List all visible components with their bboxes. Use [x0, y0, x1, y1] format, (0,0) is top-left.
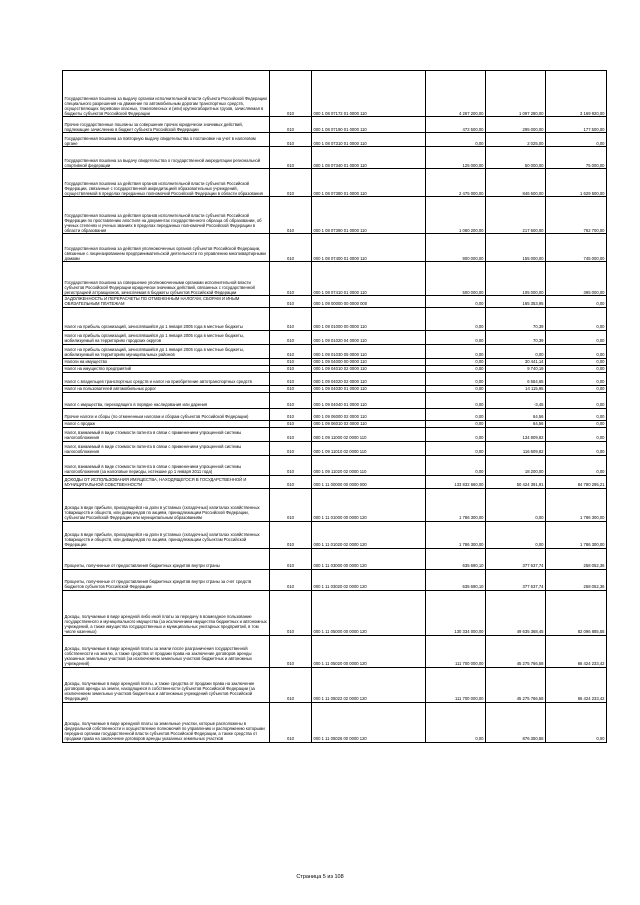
- table-row: [63, 455, 607, 475]
- row-approved-amount: 0,00: [426, 441, 486, 455]
- row-unexecuted-amount: 0,00: [546, 441, 607, 455]
- row-executed-amount: 70,39: [486, 330, 546, 344]
- row-unexecuted-amount: 3 169 920,00: [546, 71, 607, 117]
- revenue-table: [62, 70, 607, 743]
- row-code: 010: [270, 441, 312, 455]
- row-code: 010: [270, 569, 312, 590]
- row-code: 010: [270, 344, 312, 358]
- row-name: Налоги на имущество: [63, 358, 270, 365]
- row-approved-amount: 1 786 300,00: [426, 488, 486, 521]
- table-row: [63, 133, 607, 147]
- row-name: Налог на прибыль организаций, зачислявшийся до 1 января 2005 года в местные бюджеты: [63, 307, 270, 330]
- row-code: 010: [270, 548, 312, 569]
- row-approved-amount: 0,00: [426, 344, 486, 358]
- row-approved-amount: 500 000,00: [426, 262, 486, 296]
- row-name: Доходы, получаемые в виде арендной либо иной платы за передачу в возмездное пользование государственного и муниципального имущества (за исключением имущества бюджетных и автономных учреждений, а также имущества государственных и муниципальных унитарных предприятий, в том числе казенных): [63, 590, 270, 635]
- row-unexecuted-amount: 1 629 500,00: [546, 169, 607, 197]
- row-code: 010: [270, 455, 312, 475]
- table-row: [63, 330, 607, 344]
- row-approved-amount: 0,00: [426, 385, 486, 392]
- row-unexecuted-amount: 0,00: [546, 296, 607, 308]
- row-budget-code: 000 1 08 07400 01 0000 110: [312, 234, 426, 262]
- row-unexecuted-amount: 0,00: [546, 344, 607, 358]
- row-code: 010: [270, 488, 312, 521]
- table-row: [63, 569, 607, 590]
- row-approved-amount: 900 000,00: [426, 234, 486, 262]
- row-budget-code: 000 1 11 00000 00 0000 000: [312, 475, 426, 488]
- row-code: 010: [270, 475, 312, 488]
- table-row: [63, 307, 607, 330]
- row-executed-amount: 45 275 766,58: [486, 667, 546, 702]
- row-approved-amount: 0,00: [426, 365, 486, 372]
- row-budget-code: 000 1 09 04030 01 0000 110: [312, 385, 426, 392]
- row-unexecuted-amount: 0,00: [546, 420, 607, 427]
- row-unexecuted-amount: 395 000,00: [546, 262, 607, 296]
- page-number: Страница 5 из 108: [296, 874, 344, 880]
- row-budget-code: 000 1 08 07380 01 0000 110: [312, 169, 426, 197]
- row-unexecuted-amount: 0,00: [546, 330, 607, 344]
- row-executed-amount: 49 635 368,45: [486, 590, 546, 635]
- row-budget-code: 000 1 09 01000 00 0000 110: [312, 307, 426, 330]
- row-code: 010: [270, 372, 312, 385]
- row-executed-amount: 217 500,00: [486, 197, 546, 234]
- row-approved-amount: 472 500,00: [426, 117, 486, 133]
- row-budget-code: 000 1 11 05020 00 0000 120: [312, 635, 426, 667]
- row-name: Налог, взимаемый в виде стоимости патента в связи с применением упрощенной системы налогообложения (за налоговые периоды, истекшие до 1 января 2011 года): [63, 455, 270, 475]
- row-name: Налог с имущества, переходящего в порядке наследования или дарения: [63, 392, 270, 408]
- row-name: Государственная пошлина за выдачу органом исполнительной власти субъекта Российской Федерации специального разрешения на движение по автомобильным дорогам транспортных средств, осуществляющих перевозки опасных, тяжеловесных и (или) крупногабаритных грузов, зачисляемая в бюджеты субъектов Российской Федерации: [63, 71, 270, 117]
- row-executed-amount: 0,00: [486, 488, 546, 521]
- row-executed-amount: 30 441,14: [486, 358, 546, 365]
- row-name: Доходы, получаемые в виде арендной платы за земельные участки, которые расположены в федеральной собственности и осуществление полномочий по управлению и распоряжению которыми передано органам государственной власти субъектов Российской Федерации, а также средства от продажи права на заключение договоров аренды указанных земельных участков: [63, 702, 270, 742]
- table-row: [63, 521, 607, 548]
- row-budget-code: 000 1 08 07340 01 0000 110: [312, 147, 426, 169]
- row-unexecuted-amount: 745 000,00: [546, 234, 607, 262]
- row-executed-amount: 1 097 280,00: [486, 71, 546, 117]
- row-executed-amount: 50 424 391,91: [486, 475, 546, 488]
- row-name: Налог с продаж: [63, 420, 270, 427]
- row-code: 010: [270, 521, 312, 548]
- row-executed-amount: 377 637,74: [486, 569, 546, 590]
- row-code: 010: [270, 307, 312, 330]
- row-unexecuted-amount: 0,00: [546, 392, 607, 408]
- row-code: 010: [270, 169, 312, 197]
- row-executed-amount: 50 000,00: [486, 147, 546, 169]
- row-budget-code: 000 1 09 11000 02 0000 110: [312, 427, 426, 441]
- table-row: [63, 197, 607, 234]
- row-budget-code: 000 1 08 07172 01 0000 110: [312, 71, 426, 117]
- row-approved-amount: 0,00: [426, 420, 486, 427]
- row-budget-code: 000 1 09 11020 02 0000 110: [312, 455, 426, 475]
- row-approved-amount: 4 267 200,00: [426, 71, 486, 117]
- row-executed-amount: 2 025,00: [486, 133, 546, 147]
- row-unexecuted-amount: 0,00: [546, 408, 607, 420]
- row-code: 010: [270, 330, 312, 344]
- row-code: 010: [270, 392, 312, 408]
- row-budget-code: 000 1 09 04010 02 0000 110: [312, 365, 426, 372]
- row-approved-amount: 130 334 000,00: [426, 590, 486, 635]
- row-budget-code: 000 1 09 11010 02 0000 110: [312, 441, 426, 455]
- row-approved-amount: 111 700 000,00: [426, 635, 486, 667]
- row-code: 010: [270, 385, 312, 392]
- row-budget-code: 000 1 11 03020 02 0000 120: [312, 569, 426, 590]
- table-row: [63, 365, 607, 372]
- row-budget-code: 000 1 09 06000 02 0000 110: [312, 408, 426, 420]
- table-row: [63, 548, 607, 569]
- row-code: 010: [270, 635, 312, 667]
- row-code: 010: [270, 427, 312, 441]
- row-name: Налог на имущество предприятий: [63, 365, 270, 372]
- row-approved-amount: 0,00: [426, 133, 486, 147]
- row-approved-amount: 0,00: [426, 455, 486, 475]
- row-unexecuted-amount: 0,00: [546, 385, 607, 392]
- row-budget-code: 000 1 08 07310 01 0000 110: [312, 133, 426, 147]
- row-approved-amount: 0,00: [426, 372, 486, 385]
- row-executed-amount: -3,45: [486, 392, 546, 408]
- table-row: [63, 296, 607, 308]
- row-name: Проценты, полученные от предоставления бюджетных кредитов внутри страны за счет средств бюджетов субъектов Российской Федерации: [63, 569, 270, 590]
- row-name: Государственная пошлина за действия уполномоченных органов субъектов Российской Федерации, связанные с лицензированием предпринимательской деятельности по управлению многоквартирными домами: [63, 234, 270, 262]
- table-row: [63, 635, 607, 667]
- table-row: [63, 358, 607, 365]
- row-executed-amount: 155 000,00: [486, 234, 546, 262]
- row-executed-amount: 64,56: [486, 408, 546, 420]
- row-budget-code: 000 1 09 00000 00 0000 000: [312, 296, 426, 308]
- row-executed-amount: 377 637,74: [486, 548, 546, 569]
- row-budget-code: 000 1 08 07410 01 0000 110: [312, 262, 426, 296]
- row-name: Прочие налоги и сборы (по отмененным налогам и сборам субъектов Российской Федерации): [63, 408, 270, 420]
- row-name: Налог на прибыль организаций, зачислявшийся до 1 января 2005 года в местные бюджеты, мобилизуемый на территориях муниципальных районов: [63, 344, 270, 358]
- row-executed-amount: 105 000,00: [486, 262, 546, 296]
- row-name: Доходы в виде прибыли, приходящейся на доли в уставных (складочных) капиталах хозяйственных товариществ и обществ, или дивидендов по акциям, принадлежащим Российской Федерации, субъектам Российской Федерации или муниципальным образованиям: [63, 488, 270, 521]
- row-executed-amount: 9 740,19: [486, 365, 546, 372]
- row-unexecuted-amount: 84 780 295,21: [546, 475, 607, 488]
- row-code: 010: [270, 702, 312, 742]
- row-executed-amount: 0,00: [486, 521, 546, 548]
- row-approved-amount: 125 000,00: [426, 147, 486, 169]
- row-code: 010: [270, 667, 312, 702]
- row-code: 010: [270, 147, 312, 169]
- row-name: Налог, взимаемый в виде стоимости патента в связи с применением упрощенной системы налогообложения: [63, 427, 270, 441]
- row-name: Доходы, получаемые в виде арендной платы, а также средства от продажи права на заключение договоров аренды за земли, находящиеся в собственности субъектов Российской Федерации (за исключением земельных участков бюджетных и автономных учреждений субъектов Российской Федерации): [63, 667, 270, 702]
- table-row: [63, 392, 607, 408]
- row-unexecuted-amount: 0,00: [546, 358, 607, 365]
- table-row: [63, 667, 607, 702]
- row-budget-code: 000 1 09 01020 04 0000 110: [312, 330, 426, 344]
- row-budget-code: 000 1 11 01000 00 0000 120: [312, 488, 426, 521]
- row-executed-amount: 70,39: [486, 307, 546, 330]
- row-name: Доходы в виде прибыли, приходящейся на доли в уставных (складочных) капиталах хозяйственных товариществ и обществ, или дивидендов по акциям, принадлежащим субъектам Российской Федерации: [63, 521, 270, 548]
- row-unexecuted-amount: 1 786 300,00: [546, 521, 607, 548]
- row-executed-amount: 876 350,88: [486, 702, 546, 742]
- row-unexecuted-amount: 0,00: [546, 133, 607, 147]
- row-name: Проценты, полученные от предоставления бюджетных кредитов внутри страны: [63, 548, 270, 569]
- row-name: Государственная пошлина за повторную выдачу свидетельства о постановке на учет в налоговом органе: [63, 133, 270, 147]
- row-name: ДОХОДЫ ОТ ИСПОЛЬЗОВАНИЯ ИМУЩЕСТВА, НАХОДЯЩЕГОСЯ В ГОСУДАРСТВЕННОЙ И МУНИЦИПАЛЬНОЙ СОБСТВЕННОСТИ: [63, 475, 270, 488]
- row-budget-code: 000 1 09 04040 01 0000 110: [312, 392, 426, 408]
- row-budget-code: 000 1 11 01020 02 0000 120: [312, 521, 426, 548]
- table-row: [63, 372, 607, 385]
- table-row: [63, 169, 607, 197]
- row-unexecuted-amount: 258 052,36: [546, 548, 607, 569]
- row-approved-amount: 111 700 000,00: [426, 667, 486, 702]
- row-approved-amount: 133 832 660,00: [426, 475, 486, 488]
- row-unexecuted-amount: 75 000,00: [546, 147, 607, 169]
- row-executed-amount: 18 200,00: [486, 455, 546, 475]
- row-budget-code: 000 1 08 07390 01 0000 110: [312, 197, 426, 234]
- table-row: [63, 441, 607, 455]
- row-unexecuted-amount: 1 786 300,00: [546, 488, 607, 521]
- row-code: 010: [270, 262, 312, 296]
- row-name: Государственная пошлина за выдачу свидетельства о государственной аккредитации региональной спортивной федерации: [63, 147, 270, 169]
- row-executed-amount: 165 353,95: [486, 296, 546, 308]
- row-approved-amount: 0,00: [426, 427, 486, 441]
- row-approved-amount: 0,00: [426, 358, 486, 365]
- row-approved-amount: 0,00: [426, 392, 486, 408]
- row-unexecuted-amount: 177 500,00: [546, 117, 607, 133]
- row-budget-code: 000 1 11 05026 00 0000 120: [312, 702, 426, 742]
- row-executed-amount: 0,00: [486, 344, 546, 358]
- row-name: ЗАДОЛЖЕННОСТЬ И ПЕРЕРАСЧЕТЫ ПО ОТМЕНЕННЫМ НАЛОГАМ, СБОРАМ И ИНЫМ ОБЯЗАТЕЛЬНЫМ ПЛАТЕЖАМ: [63, 296, 270, 308]
- row-unexecuted-amount: 0,00: [546, 365, 607, 372]
- table-row: [63, 408, 607, 420]
- row-executed-amount: 116 609,82: [486, 441, 546, 455]
- table-row: [63, 420, 607, 427]
- row-budget-code: 000 1 09 04020 02 0000 110: [312, 372, 426, 385]
- row-name: Налог на пользователей автомобильных дорог: [63, 385, 270, 392]
- row-unexecuted-amount: 0,00: [546, 455, 607, 475]
- row-code: 010: [270, 590, 312, 635]
- row-budget-code: 000 1 11 03000 00 0000 120: [312, 548, 426, 569]
- row-budget-code: 000 1 11 05000 00 0000 120: [312, 590, 426, 635]
- row-approved-amount: 1 080 200,00: [426, 197, 486, 234]
- row-executed-amount: 134 809,82: [486, 427, 546, 441]
- row-unexecuted-amount: 258 052,36: [546, 569, 607, 590]
- row-unexecuted-amount: 66 424 233,42: [546, 635, 607, 667]
- table-row: [63, 234, 607, 262]
- row-code: 010: [270, 133, 312, 147]
- row-executed-amount: 6 584,65: [486, 372, 546, 385]
- row-budget-code: 000 1 08 07190 01 0000 110: [312, 117, 426, 133]
- row-executed-amount: 14 115,95: [486, 385, 546, 392]
- row-approved-amount: 1 786 300,00: [426, 521, 486, 548]
- row-approved-amount: 0,00: [426, 296, 486, 308]
- row-unexecuted-amount: 0,00: [546, 307, 607, 330]
- row-approved-amount: 0,00: [426, 702, 486, 742]
- row-unexecuted-amount: 762 700,00: [546, 197, 607, 234]
- table-row: [63, 385, 607, 392]
- row-executed-amount: 846 500,00: [486, 169, 546, 197]
- row-budget-code: 000 1 11 05022 02 0000 120: [312, 667, 426, 702]
- row-code: 010: [270, 408, 312, 420]
- row-unexecuted-amount: 0,00: [546, 372, 607, 385]
- row-name: Государственная пошлина за совершение уполномоченными органами исполнительной власти субъектов Российской Федерации юридически значимых действий, связанных с государственной регистрацией аттракционов, зачисляемая в бюджеты субъектов Российской Федерации: [63, 262, 270, 296]
- row-code: 010: [270, 197, 312, 234]
- row-name: Налог, взимаемый в виде стоимости патента в связи с применением упрощенной системы налогообложения: [63, 441, 270, 455]
- row-name: Налог на прибыль организаций, зачислявшийся до 1 января 2005 года в местные бюджеты, мобилизуемый на территориях городских округов: [63, 330, 270, 344]
- row-executed-amount: 45 275 766,58: [486, 635, 546, 667]
- row-executed-amount: 295 000,00: [486, 117, 546, 133]
- row-approved-amount: 0,00: [426, 307, 486, 330]
- table-row: [63, 344, 607, 358]
- row-code: 010: [270, 117, 312, 133]
- table-row: [63, 147, 607, 169]
- row-code: 010: [270, 234, 312, 262]
- row-approved-amount: 0,00: [426, 330, 486, 344]
- table-row: [63, 262, 607, 296]
- row-code: 010: [270, 365, 312, 372]
- table-row: [63, 488, 607, 521]
- revenue-table-body: [63, 71, 607, 743]
- row-code: 010: [270, 358, 312, 365]
- row-unexecuted-amount: 66 424 233,42: [546, 667, 607, 702]
- row-name: Государственная пошлина за действия органов исполнительной власти субъектов Российской Федерации, связанные с государственной аккредитацией образовательных учреждений, осуществляемой в пределах переданных полномочий Российской Федерации в области образования: [63, 169, 270, 197]
- row-name: Прочие государственные пошлины за совершение прочих юридически значимых действий, подлежащие зачислению в бюджет субъекта Российской Федерации: [63, 117, 270, 133]
- row-executed-amount: 64,56: [486, 420, 546, 427]
- table-row: [63, 702, 607, 742]
- table-row: [63, 117, 607, 133]
- row-approved-amount: 0,00: [426, 408, 486, 420]
- row-budget-code: 000 1 09 01030 05 0000 110: [312, 344, 426, 358]
- row-code: 010: [270, 296, 312, 308]
- table-row: [63, 475, 607, 488]
- row-unexecuted-amount: 0,00: [546, 427, 607, 441]
- row-name: Налог с владельцев транспортных средств и налог на приобретение автотранспортных средств: [63, 372, 270, 385]
- row-name: Доходы, получаемые в виде арендной платы за земли после разграничения государственной собственности на землю, а также средства от продажи права на заключение договоров аренды указанных земельных участков (за исключением земельных участков бюджетных и автономных учреждений): [63, 635, 270, 667]
- row-unexecuted-amount: 82 096 885,55: [546, 590, 607, 635]
- table-row: [63, 427, 607, 441]
- row-budget-code: 000 1 09 06010 02 0000 110: [312, 420, 426, 427]
- table-row: [63, 71, 607, 117]
- row-budget-code: 000 1 09 04000 00 0000 110: [312, 358, 426, 365]
- row-approved-amount: 635 690,10: [426, 548, 486, 569]
- row-approved-amount: 635 690,10: [426, 569, 486, 590]
- row-code: 010: [270, 420, 312, 427]
- table-row: [63, 590, 607, 635]
- row-name: Государственная пошлина за действия органов исполнительной власти субъектов Российской Федерации по проставлению апостиля на документах государственного образца об образовании, об ученых степенях и ученых званиях в пределах переданных полномочий Российской Федерации в области образования: [63, 197, 270, 234]
- row-code: 010: [270, 71, 312, 117]
- row-unexecuted-amount: 0,00: [546, 702, 607, 742]
- row-approved-amount: 2 475 000,00: [426, 169, 486, 197]
